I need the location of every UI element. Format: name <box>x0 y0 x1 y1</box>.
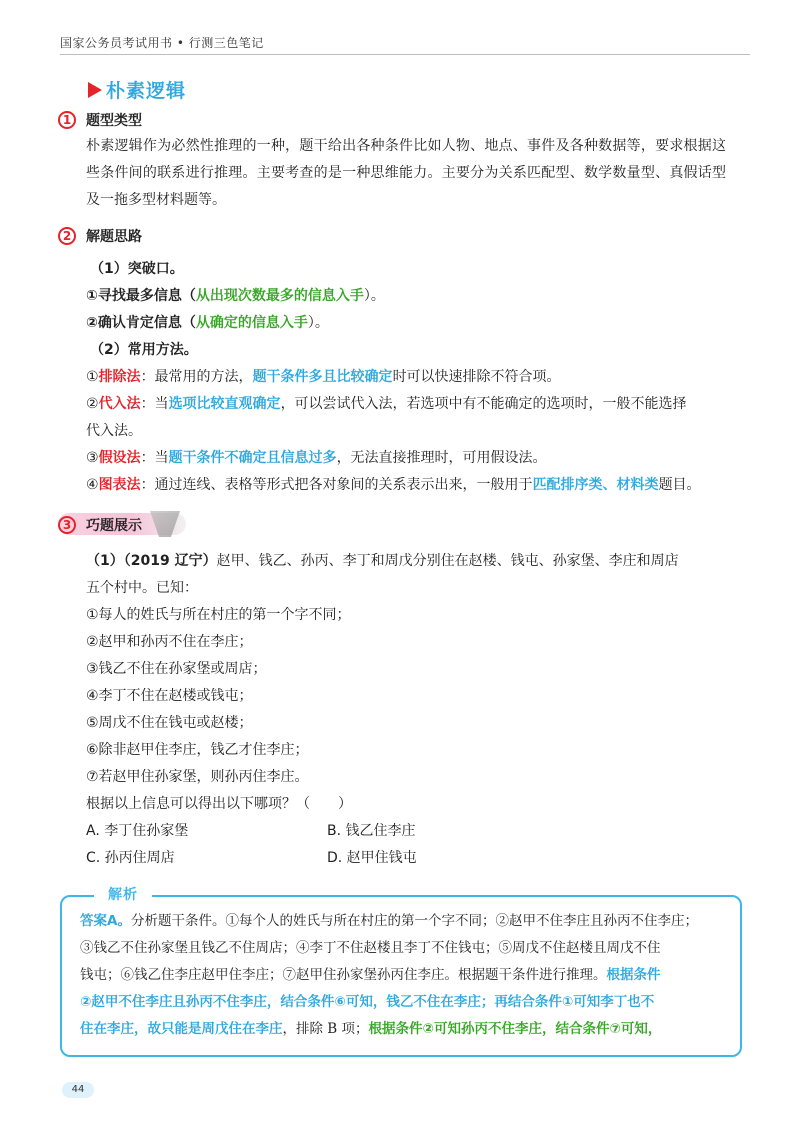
section-2-heading <box>58 226 142 246</box>
question-prompt: 根据以上信息可以得出以下哪项？（ ） <box>86 796 352 812</box>
method-1-text-a: ：最常用的方法， <box>140 369 253 385</box>
method-1-highlight: 题干条件多且比较确定 <box>252 369 393 385</box>
method-3-text-b: ，无法直接推理时，可用假设法。 <box>336 450 547 466</box>
method-4-highlight: 匹配排序类、材料类 <box>532 477 659 493</box>
analysis-line-5 <box>80 1016 728 1043</box>
analysis-line-1 <box>80 908 728 935</box>
analysis-line-5-green: 根据条件②可知孙丙不住李庄，结合条件⑦可知， <box>368 1021 662 1037</box>
example-question <box>86 548 736 872</box>
header-divider <box>60 54 750 55</box>
method-4-text-b: 题目。 <box>658 477 701 493</box>
method-1-text-b: 时可以快速排除不符合项。 <box>392 369 561 385</box>
option-b: B. 钱乙住李庄 <box>327 823 416 839</box>
section-title <box>88 76 186 103</box>
sub-heading-breakthrough: （1）突破口。 <box>90 261 184 277</box>
method-2-num: ② <box>86 396 99 412</box>
circled-number-icon: 3 <box>58 516 76 534</box>
analysis-line-5-plain: ，排除 B 项； <box>282 1021 369 1037</box>
play-arrow-icon <box>88 82 102 98</box>
section-1-body: 朴素逻辑作为必然性推理的一种，题干给出各种条件比如人物、地点、事件及各种数据等，要求根据这些条件间的联系进行推理。主要考查的是一种思维能力。主要分为关系匹配型、数学数量型、真假话型及一拖多型材料题等。 <box>86 138 726 208</box>
question-stem-line-1 <box>86 548 736 575</box>
section-3-heading <box>58 515 142 535</box>
analysis-tab-label: 解析 <box>94 885 152 905</box>
analysis-text <box>80 908 728 1043</box>
method-2-continued: 代入法。 <box>86 423 142 439</box>
analysis-line-4: ②赵甲不住李庄且孙丙不住李庄，结合条件⑥可知，钱乙不住在李庄；再结合条件①可知李丁也不 <box>80 994 655 1010</box>
option-d: D. 赵甲住钱屯 <box>327 850 417 866</box>
method-4-text-a: ：通过连线、表格等形式把各对象间的关系表示出来，一般用于 <box>140 477 533 493</box>
condition-3: ③钱乙不住在孙家堡或周店； <box>86 661 267 677</box>
section-3-title: 巧题展示 <box>86 518 142 534</box>
option-a: A. 李丁住孙家堡 <box>86 823 189 839</box>
section-title-text: 朴素逻辑 <box>106 80 187 102</box>
analysis-line-3 <box>80 962 728 989</box>
method-2-highlight: 选项比较直观确定 <box>168 396 281 412</box>
method-3-num: ③ <box>86 450 99 466</box>
method-4-name: 图表法 <box>98 477 141 493</box>
method-1-num: ① <box>86 369 99 385</box>
tip-item-2-post: ）。 <box>307 315 329 331</box>
solving-approach <box>86 256 736 499</box>
condition-5: ⑤周戊不住在钱屯或赵楼； <box>86 715 253 731</box>
question-stem-line-2: 五个村中。已知： <box>86 580 198 596</box>
tip-item-2-pre: ②确认肯定信息（ <box>86 315 196 331</box>
section-1-title: 题型类型 <box>86 113 142 129</box>
method-1-name: 排除法 <box>98 369 141 385</box>
tip-item-1 <box>86 283 736 310</box>
question-source: （1）（2019 辽宁） <box>86 553 217 569</box>
method-2-text-a: ：当 <box>140 396 169 412</box>
tip-item-2 <box>86 310 736 337</box>
options-row-1 <box>86 818 736 845</box>
option-c: C. 孙丙住周店 <box>86 850 175 866</box>
condition-4: ④李丁不住在赵楼或钱屯； <box>86 688 253 704</box>
method-3 <box>86 445 736 472</box>
condition-1: ①每人的姓氏与所在村庄的第一个字不同； <box>86 607 351 623</box>
question-stem-text: 赵甲、钱乙、孙丙、李丁和周戊分别住在赵楼、钱屯、孙家堡、李庄和周店 <box>216 553 679 569</box>
running-header: 国家公务员考试用书 • 行测三色笔记 <box>60 36 264 50</box>
method-2-text-b: ，可以尝试代入法，若选项中有不能确定的选项时，一般不能选择 <box>280 396 687 412</box>
analysis-line-2: ③钱乙不住孙家堡且钱乙不住周店；④李丁不住赵楼且李丁不住钱屯；⑤周戊不住赵楼且周戊不住 <box>80 940 661 956</box>
section-2-title: 解题思路 <box>86 229 142 245</box>
analysis-line-5-blue: 住在李庄，故只能是周戊住在李庄 <box>80 1021 283 1037</box>
analysis-line-3-highlight: 根据条件 <box>606 967 661 983</box>
method-4-num: ④ <box>86 477 99 493</box>
method-1 <box>86 364 736 391</box>
tip-item-2-highlight: 从确定的信息入手 <box>195 315 308 331</box>
tip-item-1-pre: ①寻找最多信息（ <box>86 288 196 304</box>
circled-number-icon: 1 <box>58 111 76 129</box>
condition-7: ⑦若赵甲住孙家堡，则孙丙住李庄。 <box>86 769 309 785</box>
method-4 <box>86 472 736 499</box>
condition-2: ②赵甲和孙丙不住在李庄； <box>86 634 253 650</box>
tip-item-1-post: ）。 <box>363 288 385 304</box>
method-3-text-a: ：当 <box>140 450 169 466</box>
tip-item-1-highlight: 从出现次数最多的信息入手 <box>195 288 364 304</box>
circled-number-icon: 2 <box>58 227 76 245</box>
analysis-line-1-rest: 分析题干条件。①每个人的姓氏与所在村庄的第一个字不同；②赵甲不住李庄且孙丙不住李庄； <box>130 913 698 929</box>
page-number: 44 <box>62 1082 94 1098</box>
section-1-heading <box>58 110 142 130</box>
condition-6: ⑥除非赵甲住李庄，钱乙才住李庄； <box>86 742 309 758</box>
options-row-2 <box>86 845 736 872</box>
method-2 <box>86 391 736 418</box>
method-2-name: 代入法 <box>98 396 141 412</box>
answer-label: 答案A。 <box>80 913 131 929</box>
sub-heading-methods: （2）常用方法。 <box>90 342 198 358</box>
analysis-line-3-plain: 钱屯；⑥钱乙住李庄赵甲住李庄；⑦赵甲住孙家堡孙丙住李庄。根据题干条件进行推理。 <box>80 967 607 983</box>
method-3-highlight: 题干条件不确定且信息过多 <box>168 450 337 466</box>
method-3-name: 假设法 <box>98 450 141 466</box>
